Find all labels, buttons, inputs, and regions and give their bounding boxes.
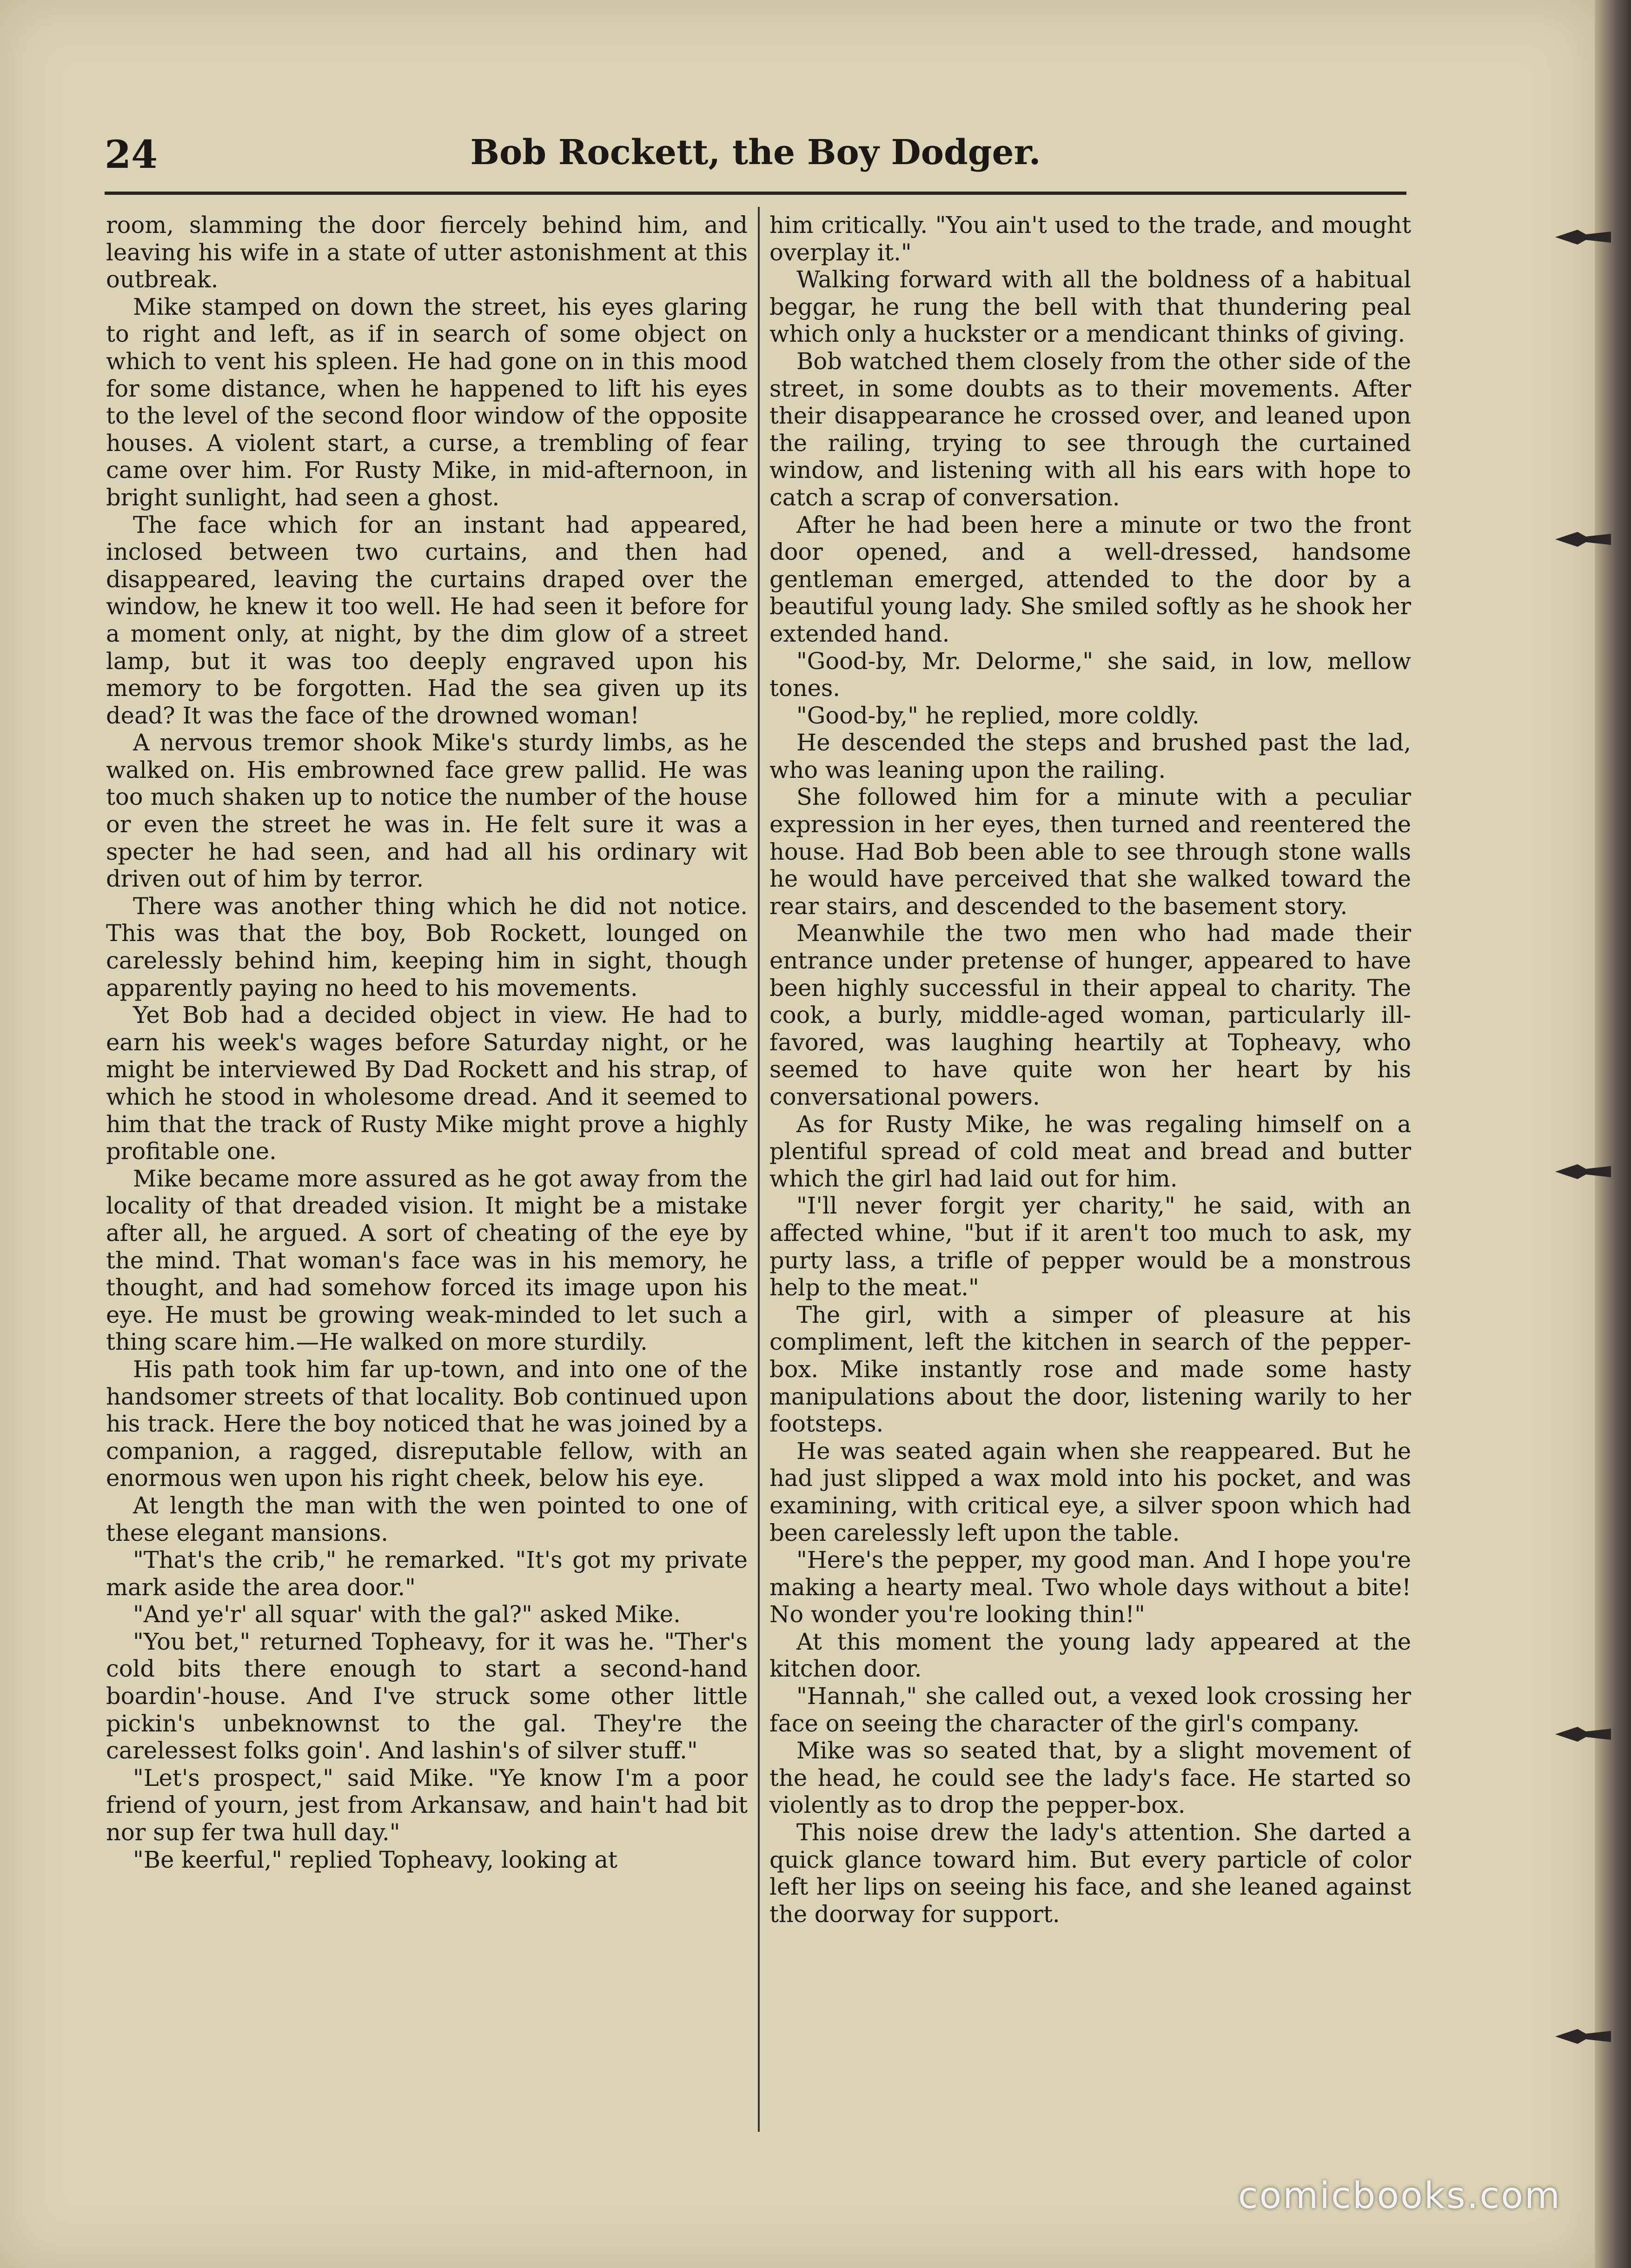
paragraph: "Let's prospect," said Mike. "Ye know I'm a poor friend of yourn, jest from Arkansaw, and hain't had bit nor sup fer twa hull day.": [106, 1764, 748, 1846]
paragraph: Mike became more assured as he got away from the locality of that dreaded vision. It might be a mistake after all, he argued. A sort of cheating of the eye by the mind. That woman's face was in his memory, he thought, and had somehow forced its image upon his eye. He must be growing weak-minded to let such a thing scare him.—He walked on more sturdily.: [106, 1165, 748, 1356]
page-number: 24: [105, 133, 158, 177]
binding-spine: [1595, 0, 1631, 2268]
paragraph: Mike stamped on down the street, his eyes glaring to right and left, as if in search of some object on which to vent his spleen. He had gone on in this mood for some distance, when he happened to lift his eyes to the level of the second floor window of the opposite houses. A violent start, a curse, a trembling of fear came over him. For Rusty Mike, in mid-afternoon, in bright sunlight, had seen a ghost.: [106, 293, 748, 511]
header-rule: [105, 192, 1406, 195]
paragraph: Meanwhile the two men who had made their entrance under pretense of hunger, appeared to have been highly successful in their appeal to charity. The cook, a burly, middle-aged woman, particularly ill-favored, was laughing heartily at Topheavy, who seemed to have quite won her heart by his conversational powers.: [769, 920, 1411, 1110]
right-column: [769, 212, 1411, 2146]
paragraph: Bob watched them closely from the other side of the street, in some doubts as to their movements. After their disappearance he crossed over, and leaned upon the railing, trying to see through the curtained window, and listening with all his ears with hope to catch a scrap of conversation.: [769, 347, 1411, 511]
paragraph: room, slamming the door fiercely behind him, and leaving his wife in a state of utter astonishment at this outbreak.: [106, 212, 748, 293]
paragraph: "And ye'r' all squar' with the gal?" asked Mike.: [133, 1601, 681, 1628]
column-divider: [758, 207, 760, 2132]
watermark: comicbooks.com: [1238, 2175, 1561, 2217]
paragraph: "You bet," returned Topheavy, for it was he. "Ther's cold bits there enough to start a second-hand boardin'-house. And I've struck some other little pickin's unbeknownst to the gal. They're the carelessest folks goin'. And lashin's of silver stuff.": [106, 1628, 748, 1764]
paragraph: "I'll never forgit yer charity," he said, with an affected whine, "but if it aren't too much to ask, my purty lass, a trifle of pepper would be a monstrous help to the meat.": [769, 1192, 1411, 1301]
paragraph: There was another thing which he did not notice. This was that the boy, Bob Rockett, lounged on carelessly behind him, keeping him in sight, though apparently paying no heed to his movements.: [106, 892, 748, 1001]
paragraph: "Be keerful," replied Topheavy, looking at: [133, 1846, 617, 1873]
paragraph: His path took him far up-town, and into one of the handsomer streets of that locality. Bob continued upon his track. Here the boy noticed that he was joined by a companion, a ragged, disreputable fellow, with an enormous wen upon his right cheek, below his eye.: [106, 1355, 748, 1492]
paragraph: He was seated again when she reappeared. But he had just slipped a wax mold into his pocket, and was examining, with critical eye, a silver spoon which had been carelessly left upon the table.: [769, 1437, 1411, 1546]
running-title: Bob Rockett, the Boy Dodger.: [470, 133, 1041, 172]
paragraph: Mike was so seated that, by a slight movement of the head, he could see the lady's face. He started so violently as to drop the pepper-box.: [769, 1737, 1411, 1819]
paragraph: The girl, with a simper of pleasure at his compliment, left the kitchen in search of the pepper-box. Mike instantly rose and made some hasty manipulations about the door, listening warily to her footsteps.: [769, 1301, 1411, 1438]
paragraph: Yet Bob had a decided object in view. He had to earn his week's wages before Saturday night, or he might be interviewed By Dad Rockett and his strap, of which he stood in wholesome dread. And it seemed to him that the track of Rusty Mike might prove a highly profitable one.: [106, 1001, 748, 1165]
left-column: [106, 212, 748, 2146]
paragraph: "Good-by," he replied, more coldly.: [796, 702, 1200, 729]
paragraph: As for Rusty Mike, he was regaling himself on a plentiful spread of cold meat and bread and butter which the girl had laid out for him.: [769, 1110, 1411, 1192]
paragraph: She followed him for a minute with a peculiar expression in her eyes, then turned and reentered the house. Had Bob been able to see through stone walls he would have perceived that she walked toward the rear stairs, and descended to the basement story.: [769, 783, 1411, 920]
paragraph: He descended the steps and brushed past the lad, who was leaning upon the railing.: [769, 729, 1411, 783]
paragraph: "That's the crib," he remarked. "It's got my private mark aside the area door.": [106, 1546, 748, 1601]
paragraph: Walking forward with all the boldness of a habitual beggar, he rung the bell with that thundering peal which only a huckster or a mendicant thinks of giving.: [769, 266, 1411, 348]
paragraph: "Hannah," she called out, a vexed look crossing her face on seeing the character of the girl's company.: [769, 1683, 1411, 1737]
paragraph: At length the man with the wen pointed to one of these elegant mansions.: [106, 1492, 748, 1546]
page-header: [105, 119, 1406, 188]
paragraph: "Here's the pepper, my good man. And I hope you're making a hearty meal. Two whole days without a bite! No wonder you're looking thin!": [769, 1546, 1411, 1628]
paragraph: him critically. "You ain't used to the trade, and mought overplay it.": [769, 212, 1411, 266]
paragraph: The face which for an instant had appeared, inclosed between two curtains, and then had disappeared, leaving the curtains draped over the window, he knew it too well. He had seen it before for a moment only, at night, by the dim glow of a street lamp, but it was too deeply engraved upon his memory to be forgotten. Had the sea given up its dead? It was the face of the drowned woman!: [106, 511, 748, 729]
paragraph: This noise drew the lady's attention. She darted a quick glance toward him. But every particle of color left her lips on seeing his face, and she leaned against the doorway for support.: [769, 1819, 1411, 1928]
paragraph: After he had been here a minute or two the front door opened, and a well-dressed, handsome gentleman emerged, attended to the door by a beautiful young lady. She smiled softly as he shook her extended hand.: [769, 511, 1411, 647]
paragraph: At this moment the young lady appeared at the kitchen door.: [769, 1628, 1411, 1683]
paragraph: A nervous tremor shook Mike's sturdy limbs, as he walked on. His embrowned face grew pallid. He was too much shaken up to notice the number of the house or even the street he was in. He felt sure it was a specter he had seen, and had all his ordinary wit driven out of him by terror.: [106, 729, 748, 893]
paragraph: "Good-by, Mr. Delorme," she said, in low, mellow tones.: [769, 647, 1411, 702]
